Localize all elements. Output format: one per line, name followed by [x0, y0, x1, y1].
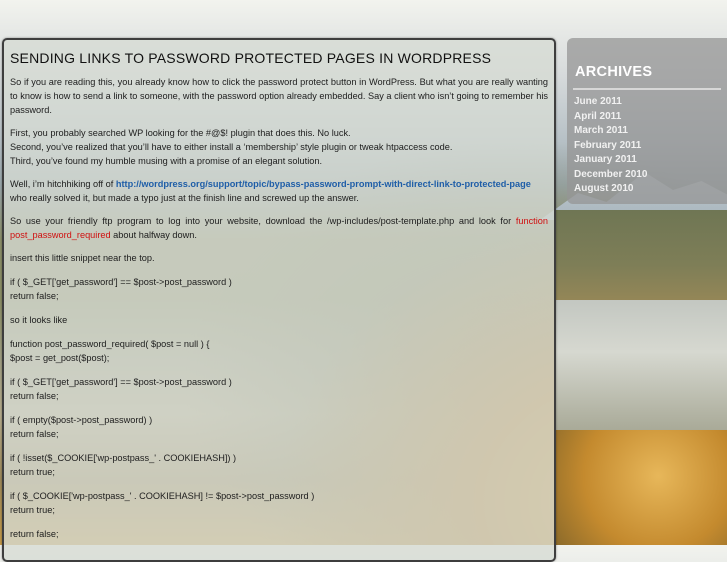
- code-line: if ( !isset($_COOKIE['wp-postpass_' . COOKIEHASH]) ): [10, 453, 237, 463]
- support-topic-link[interactable]: http://wordpress.org/support/topic/bypass-password-prompt-with-direct-link-to-protected-page: [115, 179, 531, 189]
- code-line: $post = get_post($post);: [10, 353, 110, 363]
- step-third: Third, you’ve found my humble musing with a promise of an elegant solution.: [10, 156, 323, 166]
- archive-link[interactable]: April 2011: [574, 110, 622, 122]
- code-line: return false;: [10, 291, 59, 301]
- step-first: First, you probably searched WP looking for the #@$! plugin that does this. No luck.: [10, 128, 351, 138]
- code-snippets: [10, 275, 548, 541]
- code-block: [10, 451, 548, 479]
- code-block: [10, 527, 548, 541]
- paragraph-ftp: [10, 214, 548, 242]
- code-line: return true;: [10, 467, 55, 477]
- archive-link[interactable]: August 2010: [574, 183, 634, 194]
- code-block: [10, 489, 548, 517]
- post-title[interactable]: SENDING LINKS TO PASSWORD PROTECTED PAGES IN WORDPRESS: [10, 50, 492, 66]
- text: about halfway down.: [110, 230, 197, 240]
- archive-link[interactable]: June 2011: [574, 96, 622, 107]
- code-line: return false;: [10, 529, 59, 539]
- code-line: if ( $_GET['get_password'] == $post->post_password ): [10, 277, 232, 287]
- code-line: function post_password_required( $post = null ) {: [10, 339, 210, 349]
- code-line: if ( $_GET['get_password'] == $post->post_password ): [10, 377, 232, 387]
- code-block: [10, 413, 548, 441]
- paragraph-hitchhiking: [10, 177, 548, 205]
- archive-link[interactable]: March 2011: [574, 125, 628, 136]
- text: So use your friendly ftp program to log into your website, download the /wp-includes/post-template.php and look for: [10, 216, 516, 226]
- divider: [573, 88, 721, 90]
- archives-widget: [567, 38, 727, 204]
- paragraph-insert: insert this little snippet near the top.: [10, 253, 155, 263]
- archive-link[interactable]: February 2011: [574, 139, 642, 151]
- archives-title: ARCHIVES: [575, 64, 653, 80]
- text: who really solved it, but made a typo just at the finish line and screwed up the answer.: [10, 193, 359, 203]
- code-block: [10, 375, 548, 403]
- paragraph-intro: So if you are reading this, you already know how to click the password protect button in WordPress. But what you are really wanting to know is how to send a link to someone, with the password option already embedded. Say a client who isn’t going to remember his password.: [10, 77, 548, 115]
- archive-link[interactable]: January 2011: [574, 154, 637, 165]
- text: Well, i’m hitchhiking off of: [10, 179, 116, 189]
- step-second: Second, you’ve realized that you’ll have to either install a ‘membership’ style plugin or tweak htpaccess code.: [10, 142, 453, 152]
- paragraph-steps: [10, 126, 548, 168]
- post-panel: [2, 38, 556, 562]
- code-line: return false;: [10, 429, 59, 439]
- shrubs: [555, 430, 727, 545]
- code-line: return false;: [10, 391, 59, 401]
- code-block: [10, 275, 548, 303]
- code-line: if ( empty($post->post_password) ): [10, 415, 153, 425]
- archives-list: [574, 95, 727, 197]
- code-line: if ( $_COOKIE['wp-postpass_' . COOKIEHASH] != $post->post_password ): [10, 491, 315, 501]
- river: [555, 300, 727, 430]
- code-line: return true;: [10, 505, 55, 515]
- function-name: function post_password_required: [10, 216, 548, 240]
- archive-link[interactable]: December 2010: [574, 168, 648, 180]
- post-body: [4, 75, 554, 541]
- paragraph-looks-like: so it looks like: [10, 315, 68, 325]
- code-block: [10, 337, 548, 365]
